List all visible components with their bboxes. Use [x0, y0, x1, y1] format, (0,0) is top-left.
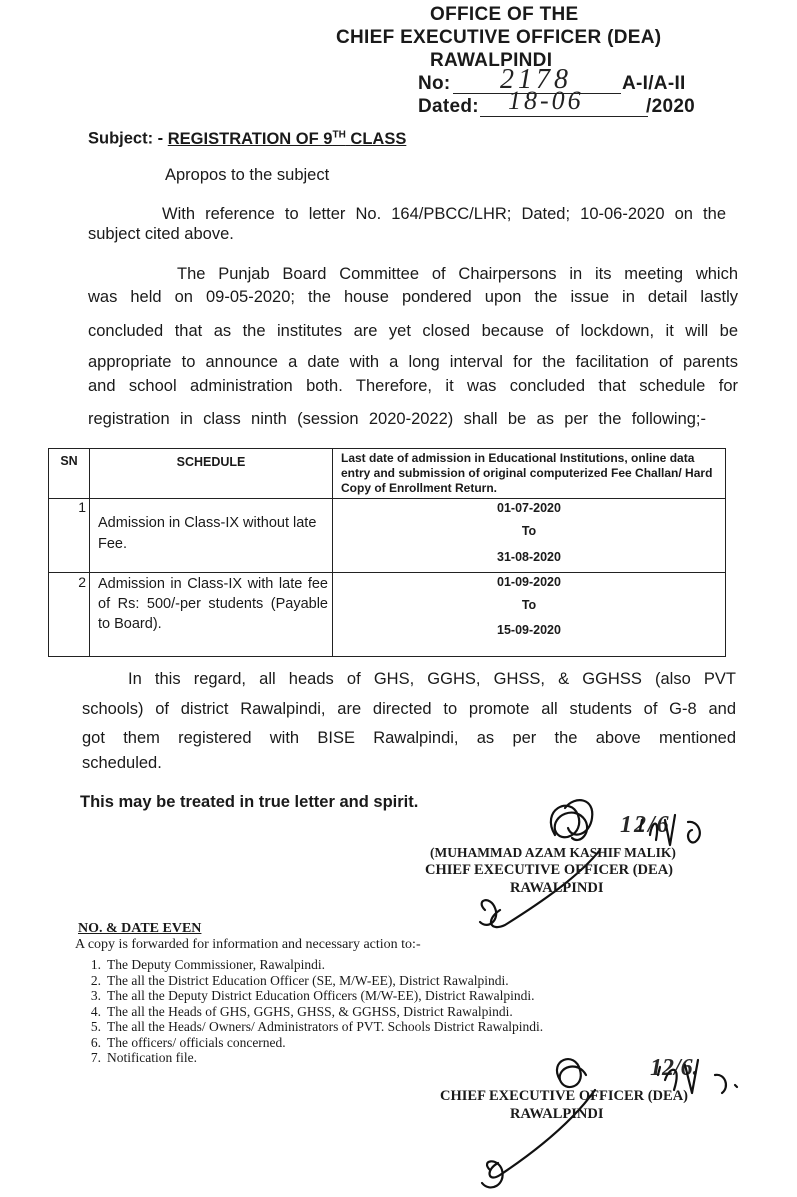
reference-line-2: subject cited above.: [88, 225, 234, 243]
row-dates: [333, 499, 726, 573]
directive-line-2: schools) of district Rawalpindi, are directed to promote all students of G-8 and: [82, 700, 736, 718]
row-date-to: 31-08-2020: [497, 550, 561, 564]
list-item: 4. The all the Heads of GHS, GGHS, GHSS, & GGHSS, District Rawalpindi.: [90, 1003, 513, 1019]
signature-handwritten-date: 12/6: [620, 812, 671, 838]
para-line-6: registration in class ninth (session 2020-2022) shall be as per the following;-: [88, 410, 706, 428]
para-line-5: and school administration both. Therefore, it was concluded that schedule for: [88, 377, 738, 395]
row-date-to-word: To: [521, 524, 537, 538]
signature-icon: [460, 1045, 760, 1197]
dated-handwritten: 18-06: [508, 86, 584, 115]
copy-heading: NO. & DATE EVEN: [78, 921, 202, 936]
row-date-from: 01-07-2020: [497, 501, 561, 515]
table-row: [49, 499, 726, 573]
signatory-title: CHIEF EXECUTIVE OFFICER (DEA): [425, 862, 673, 878]
reference-line-1: With reference to letter No. 164/PBCC/LHR; Dated; 10-06-2020 on the: [162, 205, 726, 223]
dated-label: Dated:: [418, 96, 479, 117]
list-item: 7. Notification file.: [90, 1050, 197, 1065]
directive-line-4: scheduled.: [82, 754, 162, 772]
row-sn: 1: [49, 499, 90, 573]
list-item: 1. The Deputy Commissioner, Rawalpindi.: [90, 957, 326, 972]
directive-line-3: got them registered with BISE Rawalpindi, as per the above mentioned: [82, 729, 736, 747]
dated-suffix: /2020: [646, 96, 696, 117]
para-line-4: appropriate to announce a date with a long interval for the facilitation of parents: [88, 353, 738, 371]
list-item: 3. The all the Deputy District Education Officers (M/W-EE), District Rawalpindi.: [90, 988, 535, 1003]
para-line-2: was held on 09-05-2020; the house pondered upon the issue in detail lastly: [88, 288, 738, 306]
row-sn: 2: [49, 573, 90, 657]
signatory-city: RAWALPINDI: [510, 880, 604, 896]
row-date-from: 01-09-2020: [497, 575, 561, 589]
dated-line: [480, 116, 648, 117]
list-item: 2. The all the District Education Officer (SE, M/W-EE), District Rawalpindi.: [90, 972, 509, 988]
office-city: RAWALPINDI: [430, 50, 553, 71]
copy-intro: A copy is forwarded for information and necessary action to:-: [75, 937, 421, 952]
letter-number-suffix: A-I/A-II: [622, 73, 686, 94]
signature-2-handwritten-date: 12/6.: [650, 1055, 699, 1081]
apropos-line: Apropos to the subject: [165, 166, 330, 184]
signatory-name: (MUHAMMAD AZAM KASHIF MALIK): [430, 845, 676, 860]
header-last-date: Last date of admission in Educational Institutions, online data entry and submission of original computerized Fee Challan/ Hard Copy of Enrollment Return.: [333, 449, 726, 499]
office-line: OFFICE OF THE: [430, 4, 579, 25]
table-row: [49, 573, 726, 657]
closing-line: This may be treated in true letter and spirit.: [80, 793, 419, 811]
subject-text: REGISTRATION OF 9TH CLASS: [167, 129, 407, 148]
table-header-row: [49, 449, 726, 499]
signatory-2-city: RAWALPINDI: [510, 1106, 604, 1122]
directive-line-1: In this regard, all heads of GHS, GGHS, GHSS, & GGHSS (also PVT: [128, 670, 736, 688]
list-item: 6. The officers/ officials concerned.: [90, 1034, 286, 1050]
row-dates: [333, 573, 726, 657]
subject-label: Subject: -: [88, 129, 164, 148]
list-item: 5. The all the Heads/ Owners/ Administrators of PVT. Schools District Rawalpindi.: [90, 1019, 544, 1034]
para-line-3: concluded that as the institutes are yet closed because of lockdown, it will be: [88, 322, 738, 340]
subject-line: [88, 129, 406, 149]
signatory-2-title: CHIEF EXECUTIVE OFFICER (DEA): [440, 1088, 688, 1104]
row-date-to: 15-09-2020: [497, 623, 561, 637]
row-date-to-word: To: [521, 598, 537, 612]
letter-number-label: No:: [418, 73, 451, 94]
header-sn: SN: [49, 449, 90, 499]
office-title: CHIEF EXECUTIVE OFFICER (DEA): [336, 27, 662, 48]
row-schedule: Admission in Class-IX with late fee of Rs: 500/-per students (Payable to Board).: [90, 573, 333, 657]
row-schedule: Admission in Class-IX without late Fee.: [90, 499, 333, 573]
schedule-table: [48, 448, 726, 657]
header-schedule: SCHEDULE: [90, 449, 333, 499]
para-line-1: The Punjab Board Committee of Chairpersons in its meeting which: [177, 265, 738, 283]
letter-number-handwritten: 2178: [500, 64, 572, 95]
